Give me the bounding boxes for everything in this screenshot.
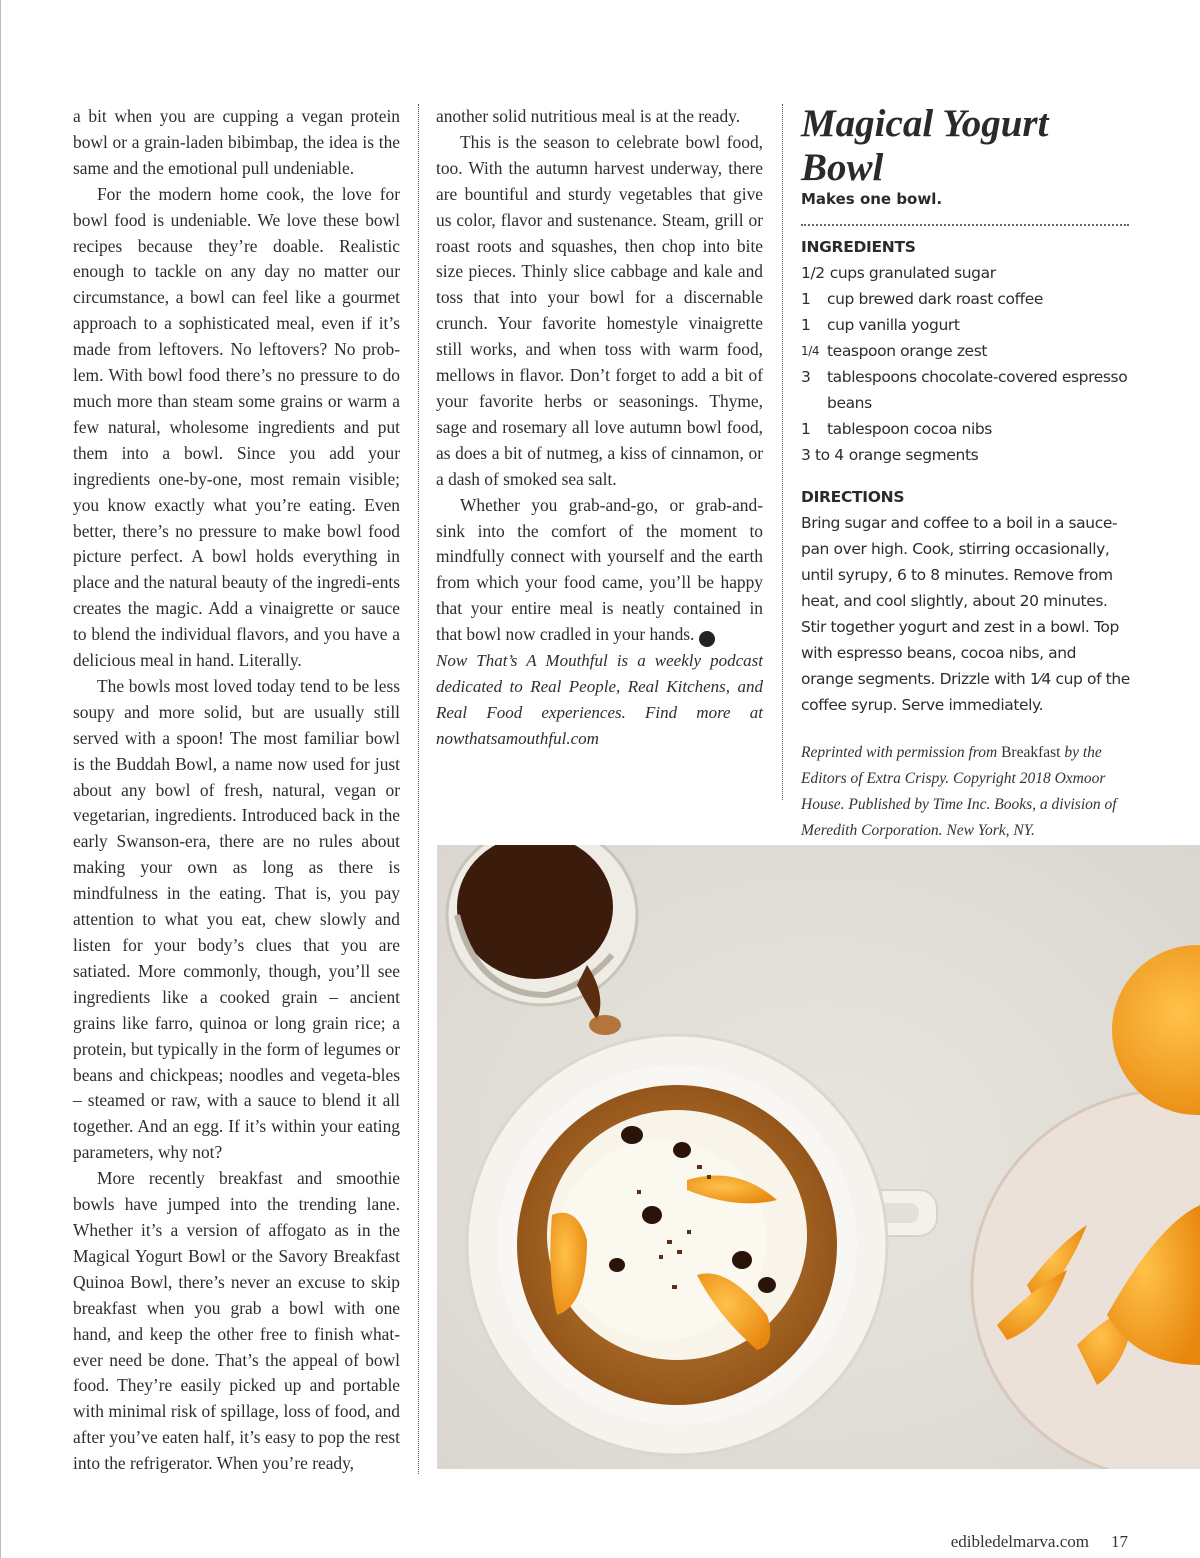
ingredient-item xyxy=(801,364,1131,416)
ingredient-item xyxy=(801,260,1131,286)
article-column-1 xyxy=(73,104,400,1477)
footer-site: edibledelmarva.com xyxy=(950,1532,1089,1551)
ingredients-heading: INGREDIENTS xyxy=(801,238,916,256)
paragraph: For the modern home cook, the love for bowl food is undeniable. We love these bowl recipes because they’re doable. Realistic enough to tackle on any day no matter our circumstance, a bowl can feel like a gourmet approach to a sophisticated meal, even if it’s made from leftovers. No leftovers? No prob-lem. With bowl food there’s no pressure to do much more than steam some grains or warm a few natural, wholesome ingredients and put them into a bowl. Since you add your ingredients one-by-one, most remain visible; you know exactly what you’re eating. Even better, there’s no pressure to make bowl food picture perfect. A bowl holds everything in place and the natural beauty of the ingredi-ents creates the magic. Add a vinaigrette or sauce to blend the individual flavors, and you have a delicious meal in hand. Literally. xyxy=(73,183,400,671)
food-photo xyxy=(437,845,1200,1469)
column-divider xyxy=(418,104,419,1474)
directions-heading: DIRECTIONS xyxy=(801,488,905,506)
ingredient-item xyxy=(801,416,1131,442)
ingredient-qty: 3 xyxy=(801,368,811,386)
column-divider xyxy=(782,104,783,800)
page-edge xyxy=(0,0,1,1558)
ingredient-item xyxy=(801,286,1131,312)
yogurt-bowl-illustration xyxy=(437,845,1200,1469)
ingredient-name: orange segments xyxy=(848,446,979,464)
ingredient-item xyxy=(801,442,1131,468)
ingredient-qty: 1/2 xyxy=(801,264,825,282)
edible-logo-icon: e xyxy=(699,631,715,647)
ingredient-qty: 3 to 4 xyxy=(801,446,844,464)
page-footer xyxy=(951,1532,1128,1552)
dotted-divider xyxy=(801,224,1129,226)
ingredient-name: cups granulated sugar xyxy=(829,264,996,282)
paragraph: The bowls most loved today tend to be less soupy and more solid, but are usually still served with a spoon! The most familiar bowl is the Buddah Bowl, a name now used for just about any bowl of fresh, natural, vegan or vegetarian, ingredients. Introduced back in the early Swanson-era, there are no rules about making your own as long as there is mindfulness in the eating. That is, you pay attention to what you eat, chew slowly and listen for your body’s clues that you are satiated. More commonly, though, you’ll see ingredients like a cooked grain – ancient grains like farro, quinoa or long grain rice; a protein, but typically in the form of legumes or beans and chickpeas; noodles and vegeta-bles – steamed or raw, with a sauce to blend it all together. And an egg. If it’s within your eating parameters, why not? xyxy=(73,675,400,1163)
ingredient-name: tablespoon cocoa nibs xyxy=(827,420,992,438)
ingredient-qty: 1 xyxy=(801,420,811,438)
reprint-prefix: Reprinted with permission from xyxy=(801,744,998,761)
ingredient-qty: 1 xyxy=(801,290,811,308)
recipe-yield: Makes one bowl. xyxy=(801,190,943,208)
recipe-box xyxy=(801,102,1131,844)
ingredient-item xyxy=(801,338,1131,364)
paragraph: a bit when you are cupping a vegan protein bowl or a grain-laden bibimbap, the idea is the same and the emotional pull undeniable. xyxy=(73,106,400,178)
ingredient-name: teaspoon orange zest xyxy=(827,342,988,360)
ingredient-name: cup brewed dark roast coffee xyxy=(827,290,1043,308)
paragraph: This is the season to celebrate bowl food, too. With the autumn harvest underway, there are bountiful and sturdy vegetables that give us color, flavor and sustenance. Steam, grill or roast roots and squashes, then chop into bite size pieces. Thinly slice cabbage and kale and toss that into your bowl for a discernable crunch. Your favorite homestyle vinaigrette still works, and when toss with warm food, mellows in flavor. Don’t forget to add a bit of your favorite herbs or seasonings. Thyme, sage and rosemary all love autumn bowl food, as does a bit of nutmeg, a kiss of cinnamon, or a dash of smoked sea salt. xyxy=(436,131,763,489)
paragraph: More recently breakfast and smoothie bowls have jumped into the trending lane. Whether it’s a version of affogato as in the Magical Yogurt Bowl or the Savory Breakfast Quinoa Bowl, there’s never an excuse to skip breakfast when you grab a bowl with one hand, and keep the other free to finish what-ever need be done. That’s the appeal of bowl food. They’re easily picked up and portable with minimal risk of spillage, loss of food, and after you’ve eaten half, it’s easy to pop the rest into the refrigerator. When you’re ready, xyxy=(73,1168,400,1474)
directions-text: Bring sugar and coffee to a boil in a sauce-pan over high. Cook, stirring occasionally, until syrupy, 6 to 8 minutes. Remove from heat, and cool slightly, about 20 minutes. Stir together yogurt and zest in a bowl. Top with espresso beans, cocoa nibs, and orange segments. Drizzle with 1⁄4 cup of the coffee syrup. Serve immediately. xyxy=(801,514,1130,714)
reprint-book-title: Breakfast xyxy=(1001,744,1061,761)
ingredients-list xyxy=(801,260,1131,468)
ingredient-item xyxy=(801,312,1131,338)
podcast-credit: Now That’s A Mouthful is a weekly podcast dedicated to Real People, Real Kitchens, and Real Food experiences. Find more at nowthatsamouthful.com xyxy=(436,651,763,749)
recipe-title: Magical Yogurt Bowl xyxy=(801,102,1049,189)
paragraph xyxy=(436,493,763,648)
paragraph-text: Whether you grab-and-go, or grab-and-sink into the comfort of the moment to mindfully connect with yourself and the earth from which your food came, you’ll be happy that your entire meal is neatly contained in that bowl now cradled in your hands. xyxy=(436,494,763,645)
article-column-2 xyxy=(436,104,763,752)
reprint-suffix: by the Editors of Extra Crispy. Copyright 2018 Oxmoor House. Published by Time Inc. Books, a division of Meredith Corporation. New York, NY. xyxy=(801,744,1117,839)
ingredient-name: cup vanilla yogurt xyxy=(827,316,960,334)
page-number: 17 xyxy=(1111,1532,1128,1551)
ingredient-qty: 1/4 xyxy=(801,344,820,358)
reprint-credit xyxy=(801,740,1131,844)
ingredient-qty: 1 xyxy=(801,316,811,334)
paragraph: another solid nutritious meal is at the ready. xyxy=(436,106,741,126)
ingredient-name: tablespoons chocolate-covered espresso beans xyxy=(827,368,1128,412)
